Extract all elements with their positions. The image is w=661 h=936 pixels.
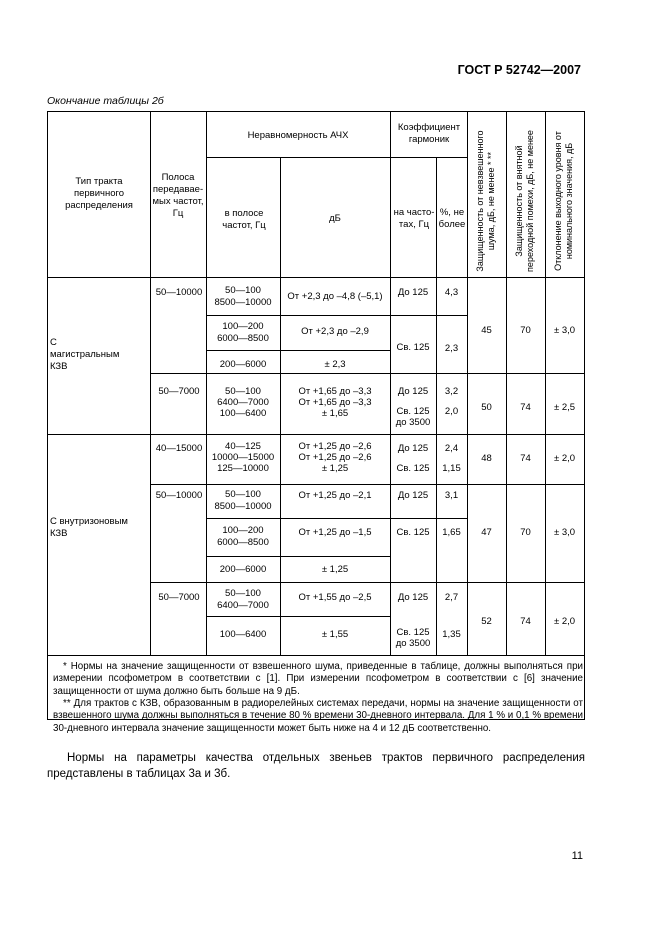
r3-f2: Св. 125 — [396, 463, 430, 474]
r4-sub2: 100—200 6000—8500 — [217, 525, 269, 548]
r3-sub1: 40—125 10000—15000 125—10000 — [211, 441, 275, 474]
header-afc-band: в полосе частот, Гц — [222, 208, 266, 231]
page-number: 11 — [571, 850, 583, 862]
document-header: ГОСТ Р 52742—2007 — [457, 63, 581, 77]
r1-sub3: 200—6000 — [219, 359, 267, 370]
r4-db1: От +1,25 до –2,1 — [298, 490, 372, 501]
r3-f1: До 125 — [397, 443, 429, 454]
r2-db1: От +1,65 до –3,3 От +1,65 до –3,3 ± 1,65 — [298, 386, 372, 419]
r4-noise: 47 — [481, 527, 492, 538]
r5-sub2: 100—6400 — [219, 629, 267, 640]
r3-dev: ± 2,0 — [553, 453, 576, 464]
table-note-1: * Нормы на значение защищенности от взвешенного шума, приведенные в таблице, должны выполняться при измерении псофометром в соответствии с [1]. При измерении псофометром в соответствии с [6] значение защищенности от шума должно быть больше на 9 дБ. — [53, 661, 583, 697]
r1-sub1: 50—100 8500—10000 — [214, 285, 272, 308]
r1-noise: 45 — [481, 325, 492, 336]
r3-db1: От +1,25 до –2,6 От +1,25 до –2,6 ± 1,25 — [298, 441, 372, 474]
r5-f1: До 125 — [397, 592, 429, 603]
header-harm: Коэффициент гармоник — [397, 122, 461, 145]
r4-f2: Св. 125 — [396, 527, 430, 538]
r1-f2: Св. 125 — [396, 342, 430, 353]
r4-f1: До 125 — [397, 490, 429, 501]
r5-db1: От +1,55 до –2,5 — [298, 592, 372, 603]
r2-cross: 74 — [520, 402, 531, 413]
r2-sub1: 50—100 6400—7000 100—6400 — [217, 386, 269, 419]
r1-sub2: 100—200 6000—8500 — [217, 321, 269, 344]
r5-dev: ± 2,0 — [553, 616, 576, 627]
r2-band: 50—7000 — [158, 386, 200, 397]
r3-cross: 74 — [520, 453, 531, 464]
r4-sub3: 200—6000 — [219, 564, 267, 575]
r2-f2: Св. 125 до 3500 — [395, 406, 431, 428]
header-harm-freq: на часто-тах, Гц — [393, 207, 435, 230]
group-intrazone: С внутризоновым КЗВ — [50, 516, 128, 539]
r5-p1: 2,7 — [444, 592, 459, 603]
r5-cross: 74 — [520, 616, 531, 627]
header-deviation: Отклонение выходного уровня от номинального значения, дБ — [553, 131, 574, 271]
r4-db2: От +1,25 до –1,5 — [298, 527, 372, 538]
r1-p2: 2,3 — [444, 343, 459, 354]
table-caption: Окончание таблицы 2б — [47, 95, 164, 107]
header-harm-pct: %, не более — [438, 207, 466, 230]
r4-dev: ± 3,0 — [553, 527, 576, 538]
r4-sub1: 50—100 8500—10000 — [214, 489, 272, 512]
r2-f1: До 125 — [397, 386, 429, 397]
r1-db1: От +2,3 до –4,8 (–5,1) — [287, 291, 383, 302]
r4-p2: 1,65 — [442, 527, 461, 538]
r4-db3: ± 1,25 — [321, 564, 349, 575]
header-type: Тип тракта первичного распределения — [65, 176, 133, 211]
r4-cross: 70 — [520, 527, 531, 538]
header-afc-db: дБ — [329, 213, 341, 224]
r1-p1: 4,3 — [444, 287, 459, 298]
r2-dev: ± 2,5 — [553, 402, 576, 413]
header-crosstalk: Защищенность от внятной переходной помехи, дБ, не менее — [514, 130, 535, 272]
r5-p2: 1,35 — [442, 629, 461, 640]
r1-cross: 70 — [520, 325, 531, 336]
r5-band: 50—7000 — [158, 592, 200, 603]
header-afc: Неравномерность АЧХ — [247, 130, 349, 141]
r5-sub1: 50—100 6400—7000 — [217, 588, 269, 611]
group-mainline: С магистральным КЗВ — [50, 337, 120, 372]
r3-band: 40—15000 — [155, 443, 203, 454]
r1-f1: До 125 — [397, 287, 429, 298]
r3-p1: 2,4 — [444, 443, 459, 454]
r2-p2: 2,0 — [444, 406, 459, 417]
r2-noise: 50 — [481, 402, 492, 413]
r5-db2: ± 1,55 — [321, 629, 349, 640]
header-noise: Защищенность от невзвешенного шума, дБ, не менее * ** — [475, 130, 496, 272]
r1-dev: ± 3,0 — [553, 325, 576, 336]
r4-band: 50—10000 — [155, 490, 203, 501]
r1-db3: ± 2,3 — [324, 359, 346, 370]
r2-p1: 3,2 — [444, 386, 459, 397]
r1-band: 50—10000 — [155, 287, 203, 298]
r5-noise: 52 — [481, 616, 492, 627]
r5-f2: Св. 125 до 3500 — [395, 627, 431, 649]
r3-noise: 48 — [481, 453, 492, 464]
r4-p1: 3,1 — [444, 490, 459, 501]
header-band: Полоса передавае-мых частот, Гц — [152, 172, 204, 219]
r1-db2: От +2,3 до –2,9 — [301, 326, 369, 337]
table-note-2: ** Для трактов с КЗВ, образованным в радиорелейных системах передачи, нормы на значение защищенности от взвешенного шума должны выполняться в течение 80 % времени 30-дневного интервала. Для 1 % и 0,1 % времени 30-дневного интервала значение защищенности может быть ниже на 4 и 12 дБ соответственно. — [53, 698, 583, 734]
body-paragraph: Нормы на параметры качества отдельных звеньев трактов первичного распределения представлены в таблицах 3а и 3б. — [47, 752, 585, 780]
r3-p2: 1,15 — [442, 463, 461, 474]
